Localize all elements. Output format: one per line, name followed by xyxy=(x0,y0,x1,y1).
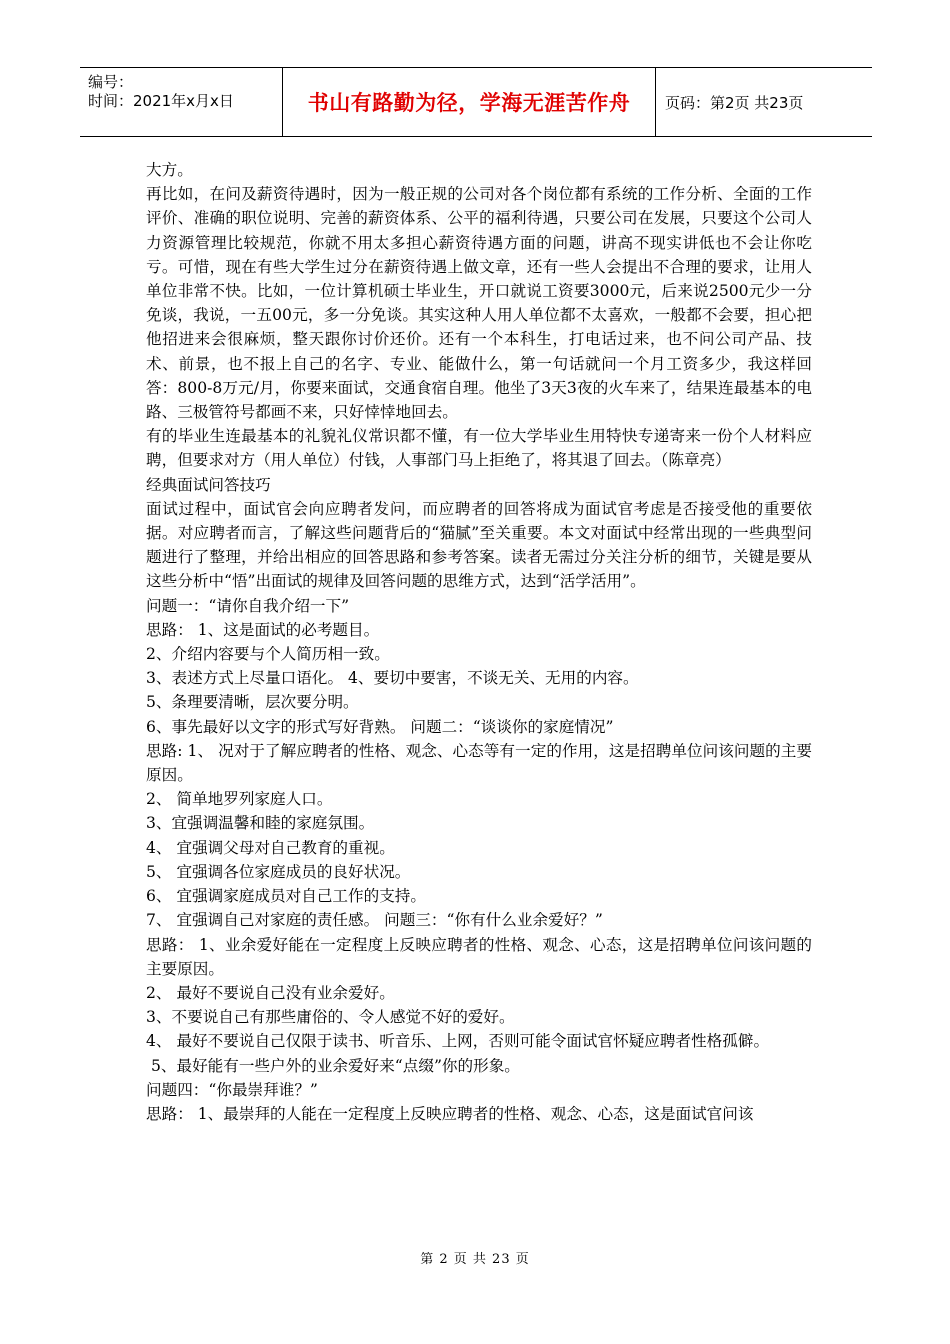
paragraph: 面试过程中，面试官会向应聘者发问，而应聘者的回答将成为面试官考虑是否接受他的重要依据。对应聘者而言，了解这些问题背后的“猫腻”至关重要。本文对面试中经常出现的一些典型问题进行了整理，并给出相应的回答思路和参考答案。读者无需过分关注分析的细节，关键是要从这些分析中“悟”出面试的规律及回答问题的思维方式，达到“活学活用”。 xyxy=(146,499,812,591)
paragraph: 3、表述方式上尽量口语化。 4、要切中要害，不谈无关、无用的内容。 xyxy=(146,669,639,688)
document-date: 时间：2021年x月x日 xyxy=(88,92,234,110)
page-footer: 第 2 页 共 23 页 xyxy=(420,1252,530,1267)
paragraph: 再比如，在问及薪资待遇时，因为一般正规的公司对各个岗位都有系统的工作分析、全面的工作评价、准确的职位说明、完善的薪资体系、公平的福利待遇，只要公司在发展，只要这个公司人力资源管理比较规范，你就不用太多担心薪资待遇方面的问题，讲高不现实讲低也不会让你吃亏。可惜，现在有些大学生过分在薪资待遇上做文章，还有一些人会提出不合理的要求，让用人单位非常不快。比如，一位计算机硕士毕业生，开口就说工资要3000元，后来说2500元少一分免谈，我说，一五00元，多一分免谈。其实这种人用人单位都不太喜欢，一般都不会要，担心把他招进来会很麻烦，整天跟你讨价还价。还有一个本科生，打电话过来，也不问公司产品、技术、前景，也不报上自己的名字、专业、能做什么，第一句话就问一个月工资多少，我这样回答：800-8万元/月，你要来面试，交通食宿自理。他坐了3天3夜的火车来了，结果连最基本的电路、三极管符号都画不来，只好悻悻地回去。 xyxy=(146,185,812,422)
paragraph: 思路： 1、最崇拜的人能在一定程度上反映应聘者的性格、观念、心态，这是面试官问该 xyxy=(146,1104,754,1123)
paragraph: 思路: 1、 况对于了解应聘者的性格、观念、心态等有一定的作用，这是招聘单位问该问题的主要原因。 xyxy=(146,741,812,785)
paragraph: 2、介绍内容要与个人简历相一致。 xyxy=(146,645,390,664)
paragraph: 6、 宜强调家庭成员对自己工作的支持。 xyxy=(146,887,426,906)
header-meta xyxy=(80,68,283,136)
paragraph: 思路： 1、这是面试的必考题目。 xyxy=(146,620,380,639)
paragraph: 5、条理要清晰，层次要分明。 xyxy=(146,693,359,712)
paragraph: 4、 最好不要说自己仅限于读书、听音乐、上网，否则可能令面试官怀疑应聘者性格孤僻。 xyxy=(146,1032,770,1051)
question-heading: 问题四：“你最崇拜谁？” xyxy=(146,1080,318,1099)
paragraph: 3、不要说自己有那些庸俗的、令人感觉不好的爱好。 xyxy=(146,1008,515,1027)
header-page-info: 页码：第2页 共23页 xyxy=(665,93,804,112)
paragraph: 6、事先最好以文字的形式写好背熟。 问题二：“谈谈你的家庭情况” xyxy=(146,717,614,736)
paragraph: 2、 最好不要说自己没有业余爱好。 xyxy=(146,983,395,1002)
paragraph: 3、宜强调温馨和睦的家庭氛围。 xyxy=(146,814,375,833)
paragraph: 思路： 1、业余爱好能在一定程度上反映应聘者的性格、观念、心态，这是招聘单位问该问题的主要原因。 xyxy=(146,935,812,978)
paragraph: 5、 宜强调各位家庭成员的良好状况。 xyxy=(146,862,411,881)
document-body xyxy=(146,158,812,1126)
page-header xyxy=(80,67,872,137)
document-number: 编号： xyxy=(88,73,134,91)
header-motto: 书山有路勤为径，学海无涯苦作舟 xyxy=(283,68,656,136)
paragraph: 大方。 xyxy=(146,161,193,179)
question-heading: 问题一：“请你自我介绍一下” xyxy=(146,596,350,615)
paragraph: 有的毕业生连最基本的礼貌礼仪常识都不懂，有一位大学毕业生用特快专递寄来一份个人材料应聘，但要求对方（用人单位）付钱，人事部门马上拒绝了，将其退了回去。（陈章亮） xyxy=(146,427,812,470)
paragraph: 5、最好能有一些户外的业余爱好来“点缀”你的形象。 xyxy=(146,1056,520,1075)
paragraph: 2、 简单地罗列家庭人口。 xyxy=(146,790,333,809)
paragraph: 7、 宜强调自己对家庭的责任感。 问题三：“你有什么业余爱好？” xyxy=(146,911,603,930)
section-heading: 经典面试问答技巧 xyxy=(146,475,271,494)
paragraph: 4、 宜强调父母对自己教育的重视。 xyxy=(146,838,395,857)
